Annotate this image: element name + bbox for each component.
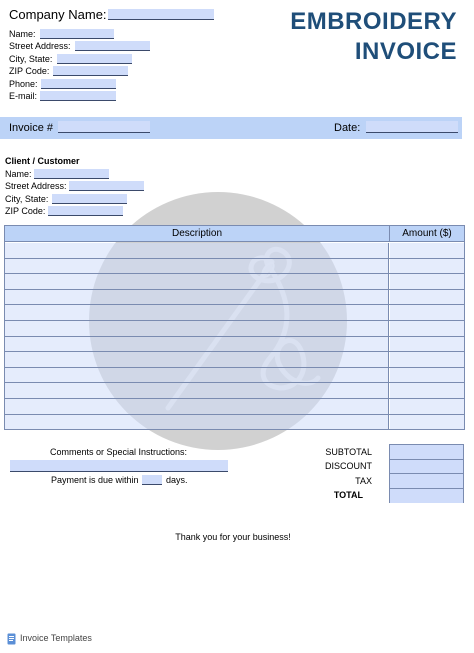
doc-title-line1: EMBROIDERY <box>290 8 457 35</box>
company-field-label-phone: Phone: <box>9 79 38 89</box>
table-row <box>5 305 464 321</box>
description-cell[interactable] <box>5 399 389 414</box>
amount-cell[interactable] <box>390 321 464 336</box>
client-zip-input[interactable] <box>48 206 123 216</box>
date-field[interactable] <box>366 121 458 133</box>
amount-cell[interactable] <box>390 383 464 398</box>
client-street-input[interactable] <box>69 181 144 191</box>
invoice-number-field[interactable] <box>58 121 150 133</box>
company-field-label-street: Street Address: <box>9 41 71 51</box>
amount-cell[interactable] <box>390 399 464 414</box>
amount-cell[interactable] <box>390 337 464 352</box>
brand-label: Invoice Templates <box>20 633 92 643</box>
company-city-input[interactable] <box>57 54 132 64</box>
payment-days-field[interactable] <box>142 475 162 485</box>
client-field-label-name: Name: <box>5 169 32 179</box>
company-zip-input[interactable] <box>53 66 128 76</box>
company-phone-input[interactable] <box>41 79 116 89</box>
totals-box <box>389 444 464 503</box>
company-field-label-zip: ZIP Code: <box>9 66 50 76</box>
document-icon <box>7 632 17 644</box>
company-name-input[interactable] <box>40 29 114 39</box>
table-row <box>5 290 464 306</box>
tax-field[interactable] <box>390 474 463 489</box>
payment-suffix: days. <box>166 475 188 485</box>
table-row <box>5 274 464 290</box>
description-header: Description <box>5 226 390 242</box>
subtotal-field[interactable] <box>390 445 463 460</box>
amount-cell[interactable] <box>390 305 464 320</box>
table-row <box>5 337 464 353</box>
amount-cell[interactable] <box>390 259 464 274</box>
table-row <box>5 399 464 415</box>
description-cell[interactable] <box>5 352 389 367</box>
client-field-label-street: Street Address: <box>5 181 67 191</box>
doc-title-line2: INVOICE <box>354 38 457 65</box>
client-city-input[interactable] <box>52 194 127 204</box>
description-cell[interactable] <box>5 321 389 336</box>
amount-cell[interactable] <box>390 274 464 289</box>
description-cell[interactable] <box>5 243 389 258</box>
amount-header: Amount ($) <box>390 226 464 242</box>
date-label: Date: <box>334 122 361 134</box>
company-field-label-name: Name: <box>9 29 36 39</box>
payment-prefix: Payment is due within <box>51 475 139 485</box>
description-cell[interactable] <box>5 415 389 430</box>
description-cell[interactable] <box>5 305 389 320</box>
amount-cell[interactable] <box>390 352 464 367</box>
table-row <box>5 415 464 431</box>
comments-label: Comments or Special Instructions: <box>50 447 188 457</box>
description-cell[interactable] <box>5 383 389 398</box>
client-field-label-zip: ZIP Code: <box>5 206 46 216</box>
total-label: TOTAL <box>333 490 363 500</box>
company-field-label-email: E-mail: <box>9 91 38 101</box>
company-street-input[interactable] <box>75 41 150 51</box>
company-name-field[interactable] <box>108 9 214 20</box>
table-row <box>5 383 464 399</box>
description-cell[interactable] <box>5 337 389 352</box>
discount-field[interactable] <box>390 460 463 475</box>
description-cell[interactable] <box>5 274 389 289</box>
description-cell[interactable] <box>5 368 389 383</box>
client-name-input[interactable] <box>34 169 109 179</box>
table-row <box>5 243 464 259</box>
table-row <box>5 259 464 275</box>
invoice-bar <box>0 117 462 139</box>
description-cell[interactable] <box>5 259 389 274</box>
table-row <box>5 352 464 368</box>
company-email-input[interactable] <box>40 91 116 101</box>
tax-label: TAX <box>355 476 372 486</box>
comments-field[interactable] <box>10 460 228 472</box>
thank-you-text: Thank you for your business! <box>175 532 291 542</box>
company-name-label: Company Name: <box>9 7 107 22</box>
table-row <box>5 321 464 337</box>
invoice-number-label: Invoice # <box>9 122 54 134</box>
amount-cell[interactable] <box>390 368 464 383</box>
amount-cell[interactable] <box>390 243 464 258</box>
discount-label: DISCOUNT <box>325 461 372 471</box>
company-field-label-city: City, State: <box>9 54 53 64</box>
amount-cell[interactable] <box>390 290 464 305</box>
client-heading: Client / Customer <box>5 156 80 166</box>
amount-cell[interactable] <box>390 415 464 430</box>
total-field[interactable] <box>390 489 463 504</box>
client-field-label-city: City, State: <box>5 194 49 204</box>
subtotal-label: SUBTOTAL <box>325 447 372 457</box>
description-cell[interactable] <box>5 290 389 305</box>
items-table <box>4 225 465 430</box>
table-row <box>5 368 464 384</box>
